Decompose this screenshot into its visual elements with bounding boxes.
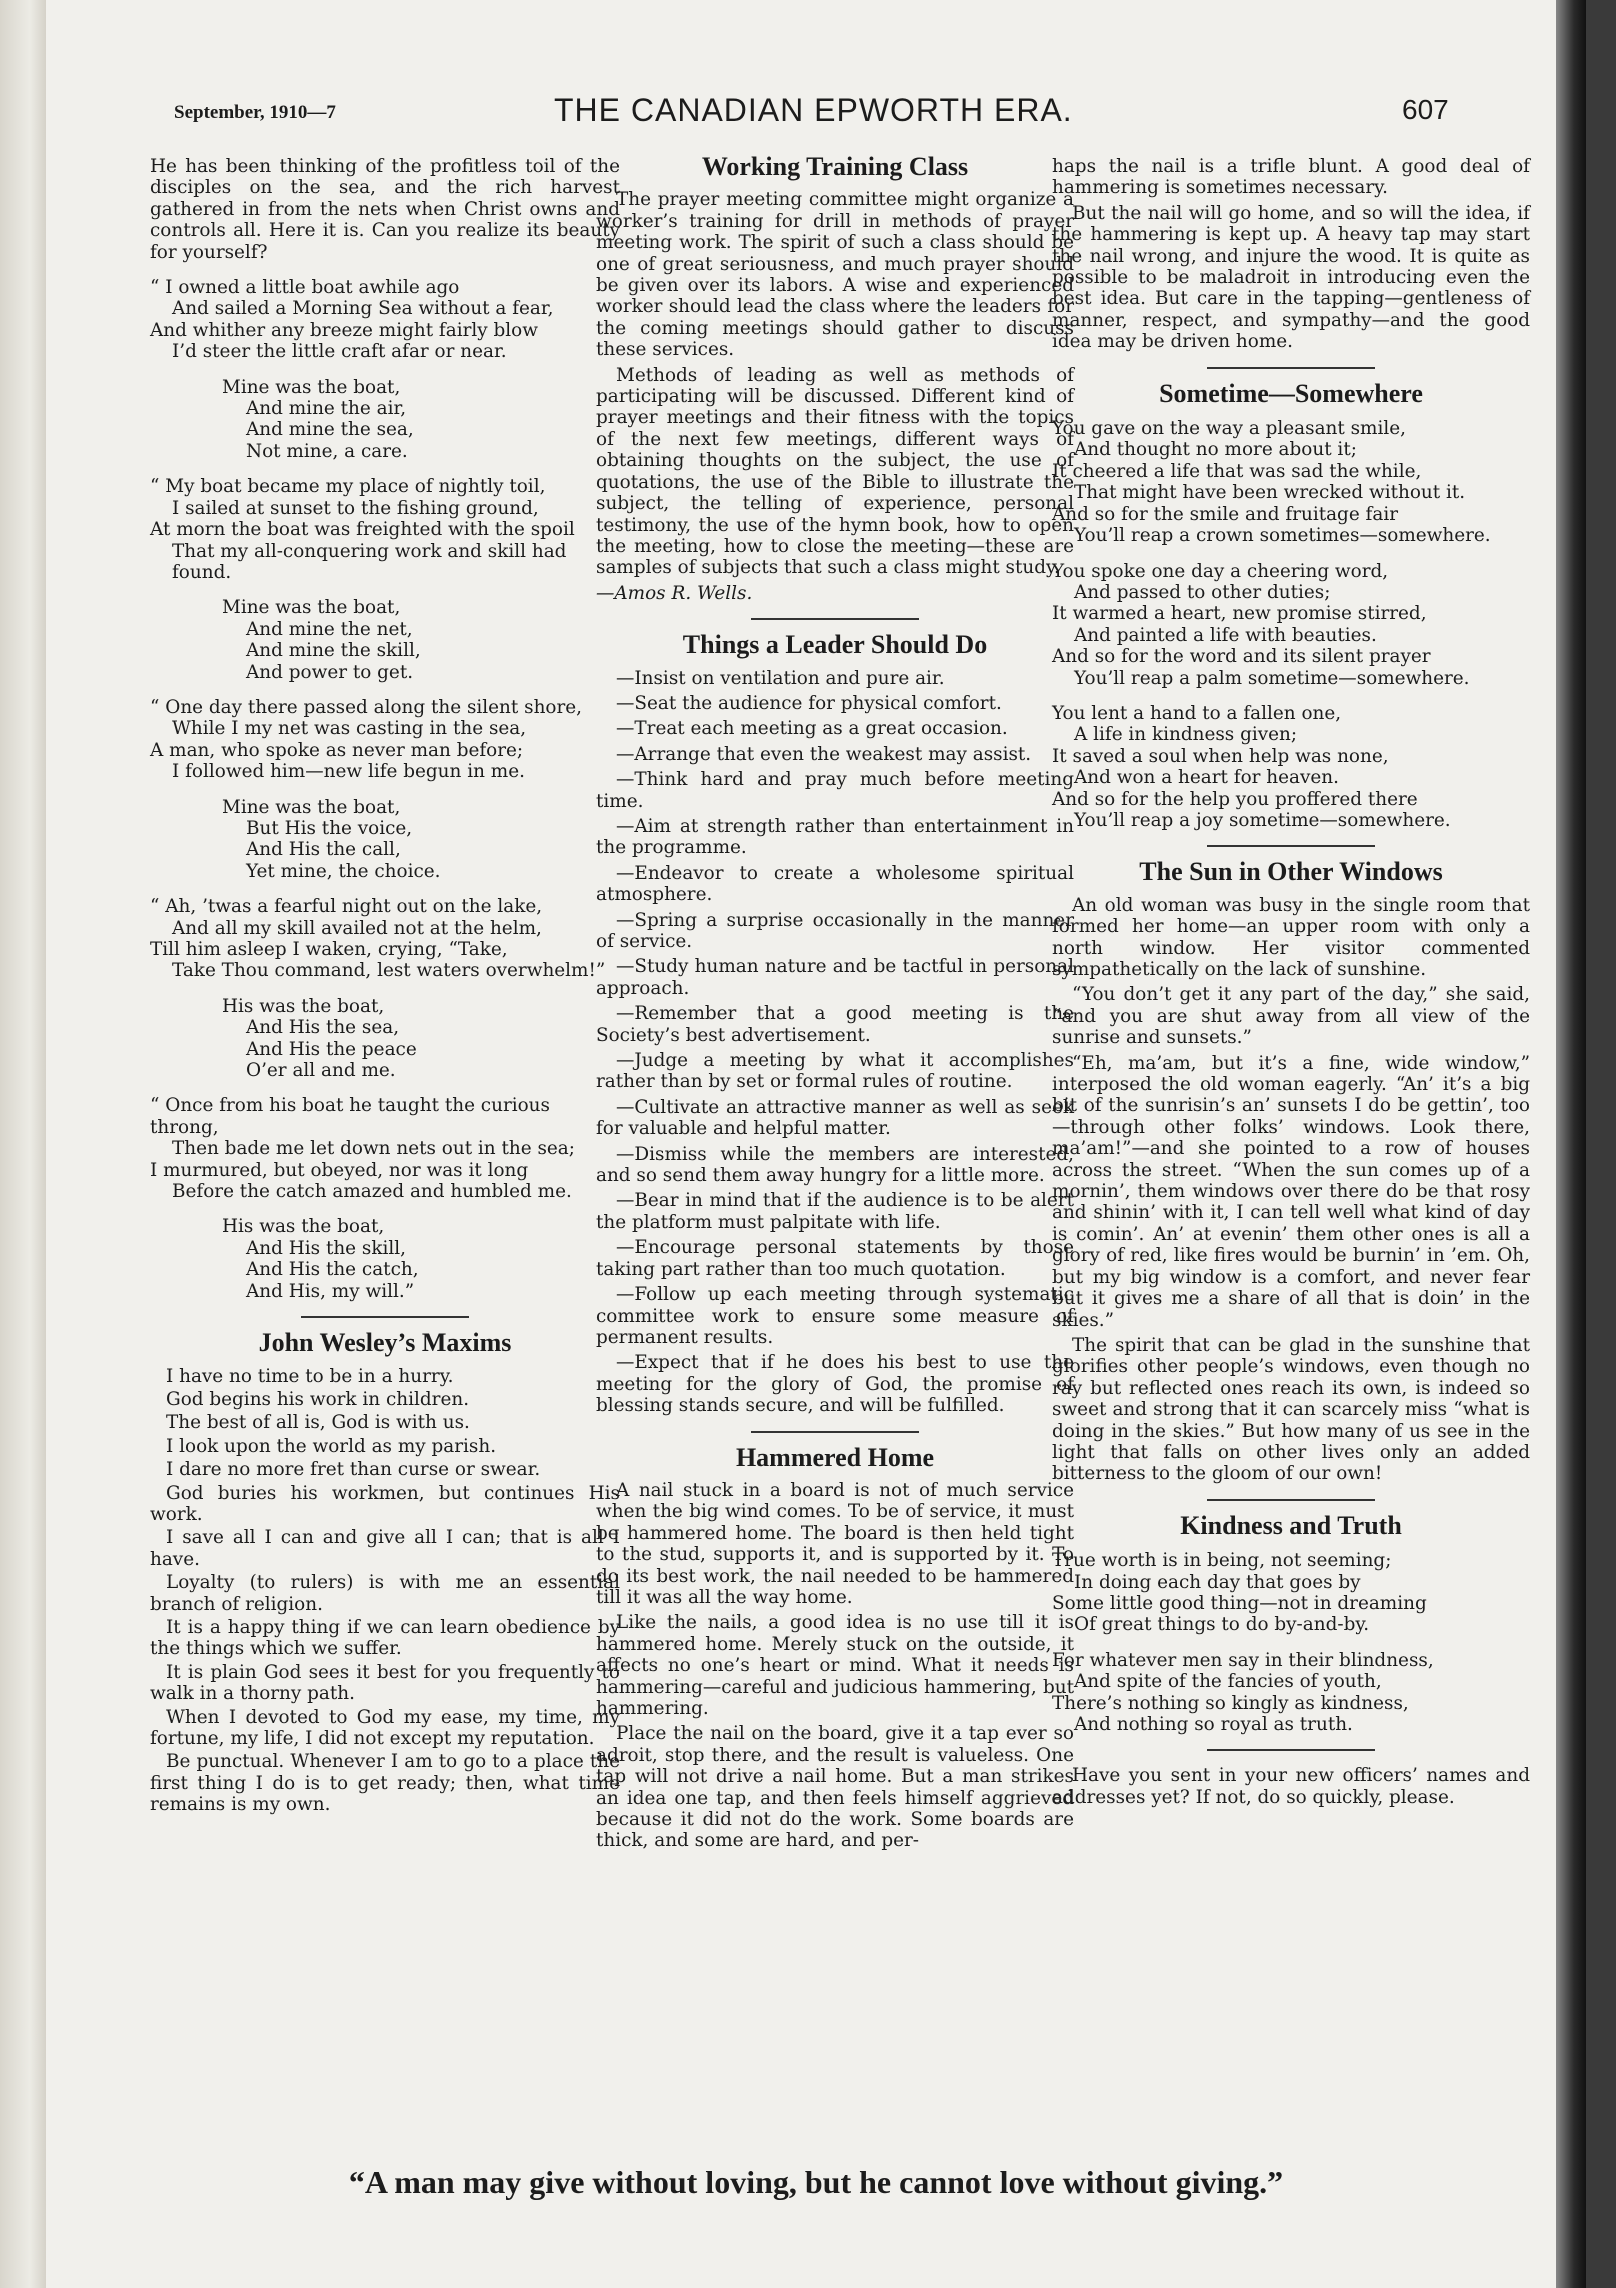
refrain-line: Yet mine, the choice.: [246, 860, 441, 882]
poem-line: Of great things to do by-and-by.: [1074, 1614, 1370, 1636]
column-1: [150, 156, 620, 1818]
poem-line: I followed him—new life begun in me.: [172, 761, 525, 783]
poem-stanza: [1052, 1550, 1530, 1636]
poem-line: For whatever men say in their blindness,: [1052, 1649, 1434, 1671]
refrain-line: And His the catch,: [246, 1259, 419, 1281]
leader-item: —Encourage personal statements by those taking part rather than too much quotation.: [596, 1237, 1074, 1280]
sometime-poem: [1052, 418, 1530, 831]
poem-stanza: [150, 476, 620, 583]
poem-line: You’ll reap a crown sometimes—somewhere.: [1074, 525, 1491, 547]
poem-line: Then bade me let down nets out in the sea;: [172, 1138, 575, 1160]
poem-line: That my all-conquering work and skill had found.: [172, 540, 567, 583]
poem-line: And all my skill availed not at the helm,: [172, 917, 542, 939]
training-signature: —Amos R. Wells.: [596, 582, 753, 604]
poem-line: You gave on the way a pleasant smile,: [1052, 418, 1406, 440]
poem-line: You lent a hand to a fallen one,: [1052, 702, 1342, 724]
poem-stanza: [1052, 561, 1530, 689]
issue-date: September, 1910—7: [174, 102, 336, 123]
leader-item: —Follow up each meeting through systematic committee work to ensure some measure of permanent results.: [596, 1284, 1074, 1348]
refrain-line: And mine the sea,: [246, 419, 414, 441]
poem-line: Take Thou command, lest waters overwhelm!”: [172, 960, 606, 982]
maxim-item: God buries his workmen, but continues His work.: [150, 1482, 620, 1525]
refrain-line: And His the skill,: [246, 1237, 406, 1259]
hammered-title: Hammered Home: [735, 1442, 935, 1472]
magazine-page: [46, 0, 1586, 2288]
refrain-line: O’er all and me.: [246, 1060, 396, 1082]
leader-item: —Arrange that even the weakest may assist.: [616, 743, 1032, 765]
leader-item: —Cultivate an attractive manner as well as seek for valuable and helpful matter.: [596, 1096, 1074, 1140]
leader-title: Things a Leader Should Do: [682, 630, 988, 660]
sun-paragraph: An old woman was busy in the single room that formed her home—an upper room with only a north window. Her visitor commented sympathetically on the lack of sunshine.: [1052, 894, 1530, 980]
kindness-title: Kindness and Truth: [1180, 1510, 1402, 1540]
sun-paragraph: The spirit that can be glad in the sunshine that glorifies other people’s windows, even though no ray but reflected ones reach its own, is indeed so sweet and strong that it can scarcely miss “what is doing in the skies.” But how many of us see in the light that falls on other lives only an added bitterness to the gloom of our own!: [1052, 1334, 1530, 1485]
refrain-line: And His the sea,: [246, 1017, 400, 1039]
maxim-item: It is plain God sees it best for you frequently to walk in a thorny path.: [150, 1661, 620, 1705]
poem-line: “ I owned a little boat awhile ago: [150, 277, 460, 299]
hammered-continued: haps the nail is a trifle blunt. A good deal of hammering is sometimes necessary.: [1052, 156, 1530, 199]
training-paragraph: The prayer meeting committee might organize a worker’s training for drill in methods of prayer meeting work. The spirit of such a class should be one of great seriousness, and much prayer should be given over its labors. A wise and experienced worker should lead the class where the leaders for the coming meetings should gather to discuss these services.: [596, 189, 1074, 361]
hammered-paragraph: A nail stuck in a board is not of much service when the big wind comes. To be of service, it must be hammered home. The board is then held tight to the stud, supports it, and is supported by it. To do its best work, the nail needed to be hammered till it was all the way home.: [596, 1479, 1074, 1608]
leader-item: —Study human nature and be tactful in personal approach.: [596, 956, 1074, 999]
refrain-line: His was the boat,: [222, 995, 385, 1017]
poem-line: Before the catch amazed and humbled me.: [172, 1181, 572, 1203]
poem-line: And won a heart for heaven.: [1074, 767, 1339, 789]
refrain-line: And His the call,: [246, 839, 401, 861]
poem-line: At morn the boat was freighted with the spoil: [150, 519, 575, 541]
poem-stanza: [150, 896, 620, 982]
refrain-line: And mine the net,: [246, 618, 413, 640]
leader-item: —Think hard and pray much before meeting time.: [596, 769, 1074, 812]
closing-note: Have you sent in your new officers’ names and addresses yet? If not, do so quickly, please.: [1052, 1765, 1530, 1808]
poem-stanza: [150, 277, 620, 363]
hammered-paragraph: Like the nails, a good idea is no use till it is hammered home. Merely stuck on the outside, it affects no one’s heart or mind. What it needs is hammering—careful and judicious hammering, but hammering.: [596, 1612, 1074, 1719]
poem-line: I sailed at sunset to the fishing ground,: [172, 497, 539, 519]
leader-item: —Aim at strength rather than entertainment in the programme.: [596, 815, 1074, 859]
section-divider: [1207, 1749, 1375, 1751]
poem-line: And thought no more about it;: [1074, 439, 1357, 461]
maxim-item: God begins his work in children.: [166, 1388, 470, 1410]
refrain-line: And His the peace: [246, 1038, 417, 1060]
poem-line: It warmed a heart, new promise stirred,: [1052, 603, 1427, 625]
poem-line: Some little good thing—not in dreaming: [1052, 1592, 1427, 1614]
training-title: Working Training Class: [701, 152, 969, 181]
sun-title: The Sun in Other Windows: [1139, 857, 1443, 887]
refrain-line: And His, my will.”: [246, 1280, 415, 1302]
poem-line: I’d steer the little craft afar or near.: [172, 341, 507, 363]
sun-paragraph: “You don’t get it any part of the day,” she said, “and you are shut away from all view of the sunrise and sunsets.”: [1052, 984, 1530, 1049]
poem-refrain: [222, 1216, 620, 1302]
refrain-line: And mine the skill,: [246, 640, 421, 662]
poem-line: And so for the smile and fruitage fair: [1052, 503, 1399, 525]
refrain-line: But His the voice,: [246, 817, 413, 839]
maxim-item: I save all I can and give all I can; that is all I have.: [150, 1527, 620, 1570]
section-divider: [1207, 367, 1375, 369]
poem-refrain: [222, 597, 620, 683]
section-divider: [301, 1316, 469, 1318]
poem-line: And so for the word and its silent prayer: [1052, 646, 1431, 668]
maxim-item: The best of all is, God is with us.: [166, 1412, 470, 1434]
poem-refrain: [222, 996, 620, 1082]
section-divider: [751, 618, 919, 620]
poem-line: True worth is in being, not seeming;: [1052, 1550, 1392, 1572]
poem-line: And sailed a Morning Sea without a fear,: [172, 298, 554, 320]
leader-list: [596, 668, 1074, 1417]
poem-line: It cheered a life that was sad the while,: [1052, 460, 1422, 482]
leader-item: —Dismiss while the members are interested, and so send them away hungry for a little more.: [596, 1143, 1074, 1187]
leader-item: —Expect that if he does his best to use the meeting for the glory of God, the promise of blessing stands secure, and will be fulfilled.: [596, 1352, 1074, 1417]
poem-line: “ My boat became my place of nightly toil,: [150, 476, 546, 498]
poem-line: “ One day there passed along the silent shore,: [150, 696, 583, 718]
publication-title: THE CANADIAN EPWORTH ERA.: [554, 92, 1073, 128]
poem-line: And painted a life with beauties.: [1074, 624, 1377, 646]
leader-item: —Seat the audience for physical comfort.: [616, 692, 1002, 714]
poem-line: Till him asleep I waken, crying, “Take,: [150, 939, 508, 960]
poem-line: It saved a soul when help was none,: [1052, 745, 1389, 767]
poem-line: A man, who spoke as never man before;: [150, 739, 524, 761]
poem-stanza: [150, 697, 620, 783]
poem-line: And whither any breeze might fairly blow: [150, 319, 538, 341]
poem-line: That might have been wrecked without it.: [1074, 482, 1466, 504]
book-edge: [0, 0, 50, 2288]
leader-item: —Insist on ventilation and pure air.: [616, 667, 945, 689]
refrain-line: His was the boat,: [222, 1216, 385, 1238]
footer-quote: “A man may give without loving, but he cannot love without giving.”: [348, 2164, 1284, 2200]
poem-line: “ Ah, ’twas a fearful night out on the lake,: [150, 896, 543, 918]
poem-line: While I my net was casting in the sea,: [172, 718, 527, 740]
poem-refrain: [222, 797, 620, 883]
sun-paragraph: “Eh, ma’am, but it’s a fine, wide window,” interposed the old woman eagerly. “An’ it’s a big bit of the sunrisin’s an’ sunsets I do be gettin’, too—through other folks’ windows. Look there, ma’am!”—and she pointed to a row of houses across the street. “When the sun comes up of a mornin’, them windows over there do be that rosy and shinin’ with it, I can tell well what kind of day is comin’. An’ at evenin’ them other ones is all a glory of red, like fires would be burnin’ in ’em. Oh, but my big window is a comfort, and never fear but it gives me a share of all that is doin’ in the skies.”: [1052, 1052, 1530, 1331]
maxim-item: I dare no more fret than curse or swear.: [166, 1459, 541, 1481]
poem-stanza: [150, 1095, 620, 1202]
leader-item: —Judge a meeting by what it accomplishes rather than by set or formal rules of routine.: [596, 1050, 1074, 1093]
refrain-line: Mine was the boat,: [222, 597, 401, 619]
poem-line: And passed to other duties;: [1074, 581, 1331, 603]
leader-item: —Remember that a good meeting is the Society’s best advertisement.: [596, 1003, 1074, 1046]
poem-line: A life in kindness given;: [1074, 724, 1298, 746]
maxims-title: John Wesley’s Maxims: [258, 1328, 512, 1358]
leader-item: —Endeavor to create a wholesome spiritual atmosphere.: [596, 862, 1074, 906]
poem-line: And nothing so royal as truth.: [1074, 1714, 1353, 1735]
maxim-item: I look upon the world as my parish.: [166, 1435, 497, 1457]
poem-line: You spoke one day a cheering word,: [1052, 560, 1389, 582]
poem-stanza: [1052, 418, 1530, 546]
page-number: 607: [1402, 94, 1449, 125]
poem-refrain: [222, 377, 620, 463]
sometime-title: Sometime—Somewhere: [1159, 378, 1423, 408]
kindness-poem: [1052, 1550, 1530, 1735]
page-header: [46, 92, 1586, 142]
leader-item: —Spring a surprise occasionally in the manner of service.: [596, 909, 1074, 952]
refrain-line: Not mine, a care.: [246, 440, 408, 462]
section-divider: [751, 1431, 919, 1433]
poem-line: And spite of the fancies of youth,: [1074, 1671, 1382, 1693]
boat-poem: [150, 277, 620, 1302]
maxims-list: [150, 1366, 620, 1816]
poem-line: You’ll reap a palm sometime—somewhere.: [1074, 667, 1470, 689]
poem-intro: He has been thinking of the profitless toil of the disciples on the sea, and the rich harvest gathered in from the nets when Christ owns and controls all. Here it is. Can you realize its beauty for yourself?: [150, 156, 620, 263]
poem-line: There’s nothing so kingly as kindness,: [1052, 1692, 1409, 1714]
maxim-item: When I devoted to God my ease, my time, my fortune, my life, I did not except my reputation.: [150, 1706, 620, 1749]
poem-line: I murmured, but obeyed, nor was it long: [150, 1159, 529, 1181]
poem-line: You’ll reap a joy sometime—somewhere.: [1074, 809, 1451, 831]
poem-stanza: [1052, 703, 1530, 831]
hammered-paragraph: Place the nail on the board, give it a tap ever so adroit, stop there, and the result is valueless. One tap will not drive a nail home. But a man strikes an idea one tap, and then feels himself aggrieved because it did not do the work. Some boards are thick, and some are hard, and per-: [596, 1723, 1074, 1852]
maxim-item: Loyalty (to rulers) is with me an essential branch of religion.: [150, 1572, 620, 1615]
poem-line: “ Once from his boat he taught the curious throng,: [150, 1095, 550, 1138]
leader-item: —Treat each meeting as a great occasion.: [616, 718, 1008, 740]
training-paragraph: Methods of leading as well as methods of participating will be discussed. Different kind of prayer meetings and their fitness with the topics of the next few meetings, different ways of obtaining thoughts on the subject, the use of quotations, the use of the Bible to illustrate the subject, the telling of experience, personal testimony, the use of the hymn book, how to open the meeting, how to close the meeting—these are samples of subjects that such a class might study.: [596, 364, 1074, 579]
refrain-line: And mine the air,: [246, 398, 407, 420]
column-2: [596, 152, 1074, 1856]
column-3: [1052, 156, 1530, 1812]
hammered-paragraph: But the nail will go home, and so will the idea, if the hammering is kept up. A heavy tap may start the nail wrong, and injure the wood. It is quite as possible to be maladroit in introducing even the best idea. But care in the tapping—gentleness of manner, respect, and sympathy—and the good idea may be driven home.: [1052, 202, 1530, 353]
book-spine: [1556, 0, 1586, 2288]
leader-item: —Bear in mind that if the audience is to be alert the platform must palpitate with life.: [596, 1190, 1074, 1233]
refrain-line: And power to get.: [246, 661, 414, 683]
section-divider: [1207, 1499, 1375, 1501]
maxim-item: I have no time to be in a hurry.: [166, 1365, 454, 1387]
maxim-item: Be punctual. Whenever I am to go to a place the first thing I do is to get ready; then, what time remains is my own.: [150, 1751, 620, 1816]
section-divider: [1207, 845, 1375, 847]
refrain-line: Mine was the boat,: [222, 376, 401, 398]
poem-line: In doing each day that goes by: [1074, 1571, 1361, 1593]
poem-stanza: [1052, 1650, 1530, 1736]
refrain-line: Mine was the boat,: [222, 796, 401, 818]
poem-line: And so for the help you proffered there: [1052, 788, 1418, 810]
maxim-item: It is a happy thing if we can learn obedience by the things which we suffer.: [150, 1616, 620, 1660]
